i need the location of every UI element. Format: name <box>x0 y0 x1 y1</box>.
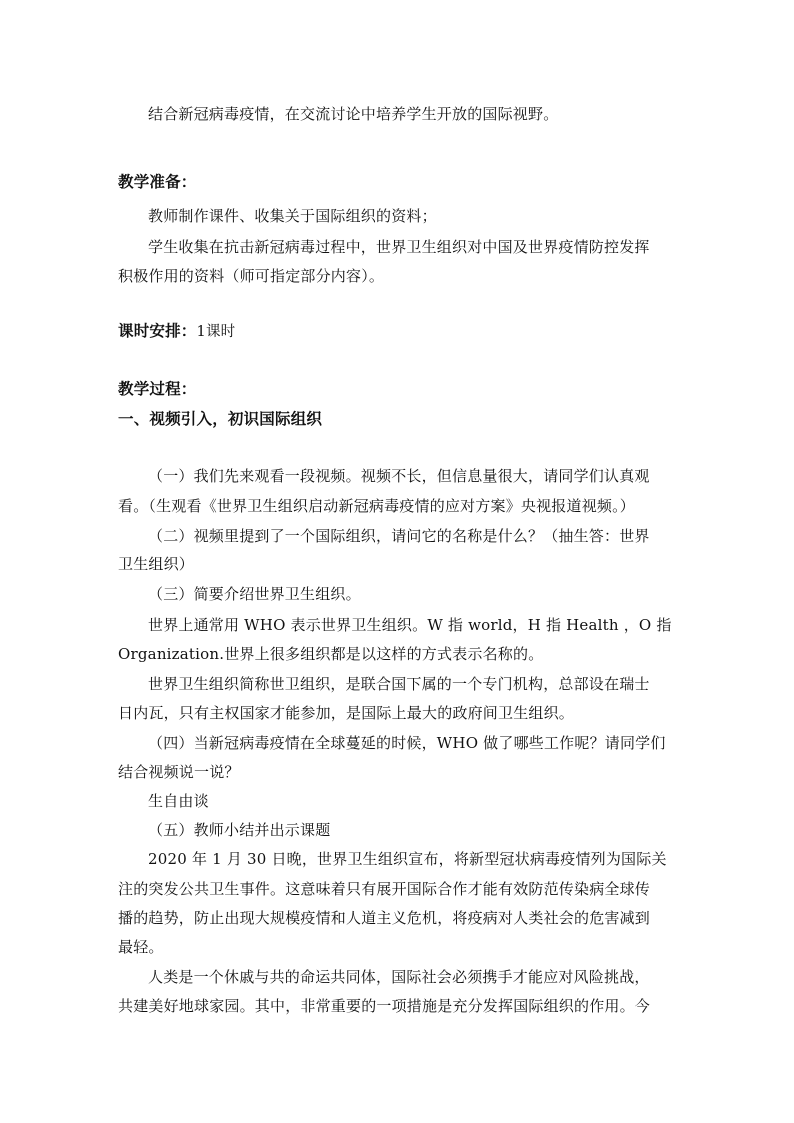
prep-heading: 教学准备： <box>118 173 197 191</box>
body-line: 卫生组织） <box>118 555 195 573</box>
body-line: 播的趋势，防止出现大规模疫情和人道主义危机，将疫病对人类社会的危害减到 <box>118 909 651 927</box>
prep-student-line-2: 积极作用的资料（师可指定部分内容）。 <box>118 267 385 285</box>
schedule-line <box>118 321 678 342</box>
section-title: 一、视频引入，初识国际组织 <box>118 410 323 428</box>
prep-teacher-line: 教师制作课件、收集关于国际组织的资料； <box>148 207 437 225</box>
body-line: 注的突发公共卫生事件。这意味着只有展开国际合作才能有效防范传染病全球传 <box>118 880 651 898</box>
body-line: 最轻。 <box>118 938 164 956</box>
prep-student-line-1: 学生收集在抗击新冠病毒过程中，世界卫生组织对中国及世界疫情防控发挥 <box>148 238 650 256</box>
body-line: （五）教师小结并出示课题 <box>148 821 331 839</box>
body-line: 生自由谈 <box>148 792 209 810</box>
body-line: 世界卫生组织简称世卫组织，是联合国下属的一个专门机构，总部设在瑞士 <box>148 675 650 693</box>
body-line: 结合视频说一说？ <box>118 763 240 781</box>
schedule-label: 课时安排： <box>118 322 197 340</box>
process-heading: 教学过程： <box>118 380 197 398</box>
intro-line: 结合新冠病毒疫情，在交流讨论中培养学生开放的国际视野。 <box>148 105 559 123</box>
body-line: （一）我们先来观看一段视频。视频不长，但信息量很大，请同学们认真观 <box>148 467 650 485</box>
schedule-value: 1课时 <box>196 324 236 340</box>
body-line: 2020 年 1 月 30 日晚，世界卫生组织宣布，将新型冠状病毒疫情列为国际关 <box>148 850 667 868</box>
body-line: （三）简要介绍世界卫生组织。 <box>148 585 361 603</box>
body-line: 共建美好地球家园。其中，非常重要的一项措施是充分发挥国际组织的作用。今 <box>118 997 651 1015</box>
body-line: Organization.世界上很多组织都是以这样的方式表示名称的。 <box>118 645 544 663</box>
body-line: 日内瓦，只有主权国家才能参加，是国际上最大的政府间卫生组织。 <box>118 704 575 722</box>
body-line: 看。（生观看《世界卫生组织启动新冠病毒疫情的应对方案》央视报道视频。） <box>118 497 636 515</box>
body-line: （二）视频里提到了一个国际组织，请问它的名称是什么？（抽生答：世界 <box>148 527 650 545</box>
body-line: 世界上通常用 WHO 表示世界卫生组织。W 指 world，H 指 Health ，O 指 <box>148 616 672 634</box>
body-line: 人类是一个休戚与共的命运共同体，国际社会必须携手才能应对风险挑战， <box>148 968 650 986</box>
body-line: （四）当新冠病毒疫情在全球蔓延的时候，WHO 做了哪些工作呢？请同学们 <box>148 734 666 752</box>
